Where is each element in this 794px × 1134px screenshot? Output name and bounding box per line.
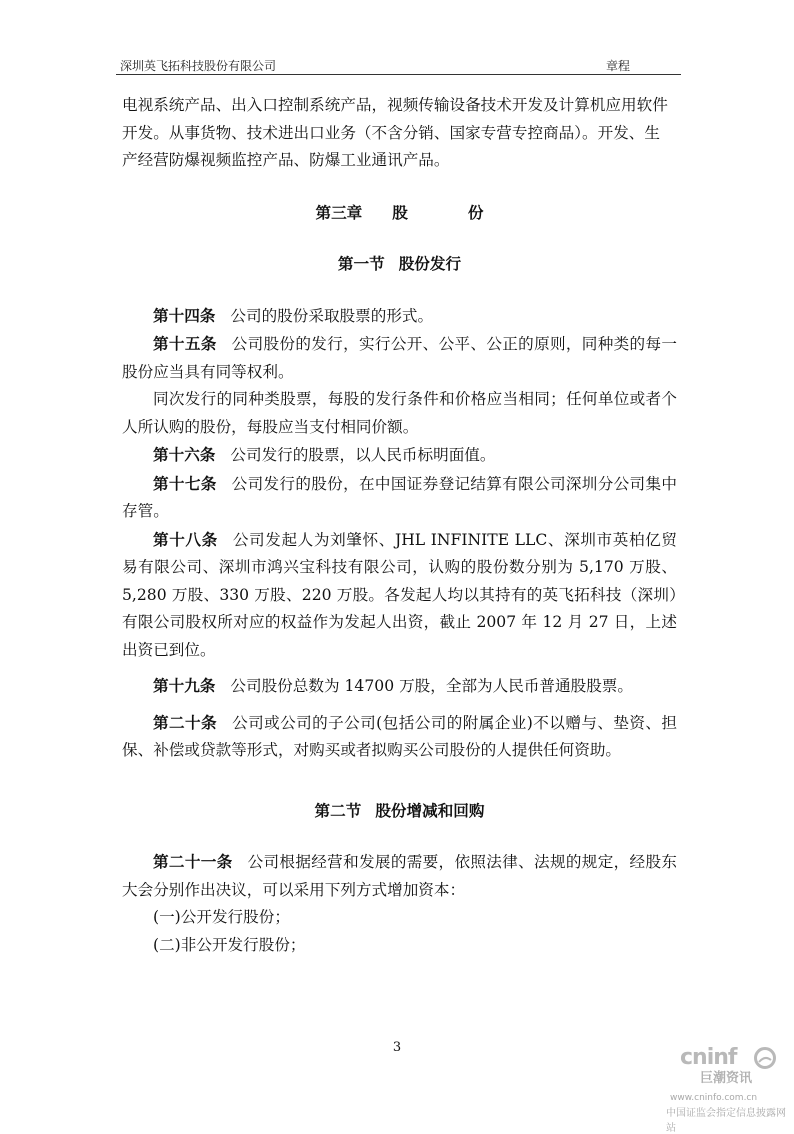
article-text: 公司根据经营和发展的需要，依照法律、法规的规定，经股东大会分别作出决议，可以采用下列方式增加资本： <box>122 853 677 899</box>
article-text: 公司发起人为刘肇怀、JHL INFINITE LLC、深圳市英柏亿贸易有限公司、深圳市鸿兴宝科技有限公司，认购的股份数分别为 5,170 万股、5,280 万股、330 万股、220 万股。各发起人均以其持有的英飞拓科技（深圳）有限公司股权所对应的权益作为发起人出资，截止 2007 年 12 月 27 日，上述出资已到位。 <box>122 530 677 659</box>
logo-text: cninf <box>680 1045 737 1070</box>
article-label: 第十八条 <box>153 529 218 549</box>
article-text: 公司或公司的子公司(包括公司的附属企业)不以赠与、垫资、担保、补偿或贷款等形式，对购买或者拟购买公司股份的人提供任何资助。 <box>122 713 677 759</box>
article-15 <box>122 330 677 386</box>
intro-line-1: 电视系统产品、出入口控制系统产品，视频传输设备技术开发及计算机应用软件 <box>122 96 668 114</box>
article-label: 第二十一条 <box>153 852 233 871</box>
section-name: 股份增减和回购 <box>375 800 485 820</box>
chapter-word-2: 份 <box>467 202 484 222</box>
article-15-para-2: 同次发行的同种类股票，每股的发行条件和价格应当相同；任何单位或者个人所认购的股份，每股应当支付相同价额。 <box>122 390 677 436</box>
section-label: 第一节 <box>337 254 385 273</box>
chapter-label: 第三章 <box>315 202 363 222</box>
page-header <box>116 55 681 75</box>
article-label: 第十九条 <box>153 676 216 695</box>
article-text: 公司发行的股份，在中国证券登记结算有限公司深圳分公司集中存管。 <box>122 474 677 520</box>
article-text: 公司发行的股票，以人民币标明面值。 <box>230 446 496 464</box>
header-divider <box>116 74 681 75</box>
article-19 <box>122 672 677 701</box>
chapter-word-1: 股 <box>392 202 408 222</box>
list-item: (一)公开发行股份； <box>153 908 290 926</box>
cninfo-logo <box>680 1045 780 1085</box>
article-text: 公司的股份采取股票的形式。 <box>230 306 434 325</box>
watermark-url: www.cninfo.com.cn <box>670 1093 758 1103</box>
cninfo-swirl-icon <box>754 1047 776 1069</box>
article-16 <box>122 441 677 470</box>
article-text: 公司股份的发行，实行公开、公平、公正的原则，同种类的每一股份应当具有同等权利。 <box>122 335 677 381</box>
article-label: 第十六条 <box>153 445 216 464</box>
article-21 <box>122 848 677 904</box>
article-label: 第十四条 <box>153 305 216 325</box>
article-text: 公司股份总数为 14700 万股，全部为人民币普通股股票。 <box>230 677 633 695</box>
header-company: 深圳英飞拓科技股份有限公司 <box>120 59 277 73</box>
list-item: (二)非公开发行股份； <box>153 935 306 954</box>
article-18 <box>122 526 677 665</box>
section-name: 股份发行 <box>398 254 462 273</box>
section-title-2 <box>122 797 677 825</box>
article-label: 第十五条 <box>153 334 217 353</box>
document-body <box>122 92 677 959</box>
section-label: 第二节 <box>314 800 362 820</box>
intro-line-2: 开发。从事货物、技术进出口业务（不含分销、国家专营专控商品）。开发、生 <box>122 123 660 142</box>
intro-line-3: 产经营防爆视频监控产品、防爆工业通讯产品。 <box>122 151 450 169</box>
article-label: 第二十条 <box>153 712 218 732</box>
logo-chinese-name: 巨潮资讯 <box>700 1071 753 1086</box>
chapter-title <box>122 199 677 227</box>
article-17 <box>122 470 677 526</box>
page-number: 3 <box>392 1040 402 1055</box>
watermark-site-name: 中国证监会指定信息披露网站 <box>666 1108 786 1134</box>
article-14 <box>122 302 677 331</box>
article-label: 第十七条 <box>153 473 217 493</box>
header-doc-type: 章程 <box>606 59 631 73</box>
section-title-1 <box>122 250 677 278</box>
article-20 <box>122 709 677 765</box>
